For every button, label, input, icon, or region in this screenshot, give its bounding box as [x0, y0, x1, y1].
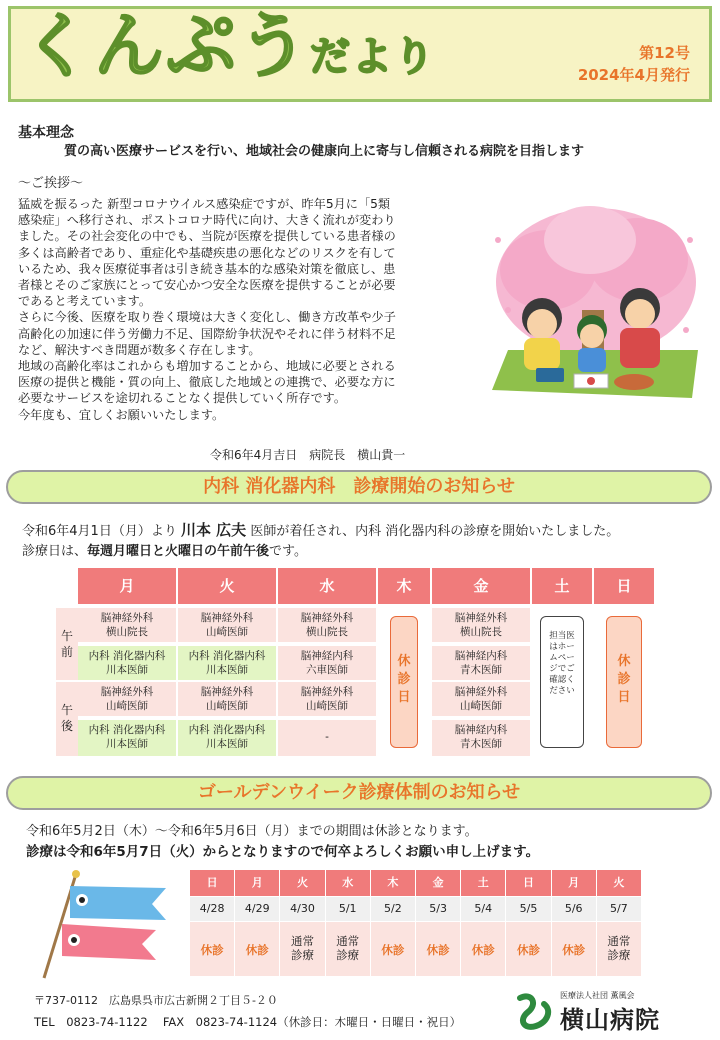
notice2-line1: 令和6年5月2日（木）～令和6年5月6日（月）までの期間は休診となります。 — [26, 824, 478, 839]
gw-date-cell: 5/1 — [326, 897, 370, 921]
greeting-line: ました。その社会変化の中でも、当院が医療を提供している患者様の — [18, 229, 396, 244]
schedule-cell: 脳神経外科 山崎医師 — [78, 682, 176, 716]
greeting-line: さらに今後、医療を取り巻く環境は大きく変化し、働き方改革や少子 — [18, 310, 396, 325]
gw-date-cell: 5/3 — [416, 897, 460, 921]
schedule-cell: 脳神経外科 横山院長 — [278, 608, 376, 642]
issue-info — [578, 42, 690, 86]
schedule-cell: 脳神経内科 青木医師 — [432, 720, 530, 756]
greeting-line: 地域の高齢化率はこれからも増加することから、地域に必要とされる — [18, 359, 396, 374]
schedule-cell: 内科 消化器内科 川本医師 — [178, 720, 276, 756]
greeting-heading: ～ご挨拶～ — [18, 176, 84, 191]
gw-day-header: 火 — [280, 870, 324, 896]
banner-golden-week: ゴールデンウイーク診療体制のお知らせ — [6, 776, 712, 810]
gw-status-cell: 通常 診療 — [597, 922, 641, 976]
consultation-days: 毎週月曜日と火曜日の午前午後 — [87, 544, 270, 559]
schedule-day-header: 日 — [594, 568, 654, 604]
gw-date-cell: 5/5 — [506, 897, 550, 921]
schedule-cell: 脳神経外科 山崎医師 — [178, 682, 276, 716]
greeting-line: 医療の提供と機能・質の向上、徹底した地域との連携で、必要な方に — [18, 375, 396, 390]
schedule-cell: 脳神経外科 山崎医師 — [178, 608, 276, 642]
gw-day-header: 火 — [597, 870, 641, 896]
hospital-contact: TEL 0823-74-1122 FAX 0823-74-1124（休診日：木曜日・日曜日・祝日） — [34, 1015, 462, 1029]
gw-day-header: 日 — [190, 870, 234, 896]
greeting-line: 猛威を振るった 新型コロナウイルス感染症ですが、昨年5月に「5類 — [18, 197, 391, 211]
greeting-line: であると考えています。 — [18, 294, 152, 309]
cherry-blossom-picnic-illustration — [478, 200, 706, 428]
greeting-body — [18, 196, 456, 423]
gw-date-cell: 5/6 — [552, 897, 596, 921]
golden-week-notice — [26, 822, 539, 862]
schedule-day-header: 木 — [378, 568, 430, 604]
schedule-cell: 脳神経外科 横山院長 — [78, 608, 176, 642]
schedule-cell: 脳神経外科 山崎医師 — [432, 682, 530, 716]
gw-date-cell: 4/28 — [190, 897, 234, 921]
gw-day-header: 土 — [461, 870, 505, 896]
schedule-day-header: 土 — [532, 568, 592, 604]
gw-status-cell: 休診 — [190, 922, 234, 976]
hospital-logo-icon — [514, 990, 556, 1032]
sunday-closed-badge: 休 診 日 — [606, 616, 642, 748]
greeting-line: 感染症」へ移行され、ポストコロナ時代に向け、大きく流れが変わり — [18, 213, 396, 228]
notice1-line1: 令和6年4月1日（月）より 川本 広夫 医師が着任され、内科 消化器内科の診療を開始いたしました。 — [22, 521, 620, 539]
schedule-day-header: 月 — [78, 568, 176, 604]
gw-day-header: 月 — [552, 870, 596, 896]
greeting-line: 多くは高齢者であり、重症化や基礎疾患の悪化などのリスクを有して — [18, 245, 396, 260]
gw-date-cell: 5/4 — [461, 897, 505, 921]
schedule-day-header: 火 — [178, 568, 276, 604]
gw-status-cell: 休診 — [461, 922, 505, 976]
schedule-cell: 内科 消化器内科 川本医師 — [78, 646, 176, 680]
schedule-day-header: 金 — [432, 568, 530, 604]
hospital-organization: 医療法人社団 薫風会 — [560, 991, 635, 1000]
schedule-cell: 脳神経外科 横山院長 — [432, 608, 530, 642]
gw-day-header: 月 — [235, 870, 279, 896]
gw-day-header: 日 — [506, 870, 550, 896]
hospital-name: 横山病院 — [560, 1006, 660, 1034]
schedule-cell: 内科 消化器内科 川本医師 — [78, 720, 176, 756]
carp-streamer-illustration — [36, 870, 176, 980]
philosophy-text: 質の高い医療サービスを行い、地域社会の健康向上に寄与し信頼される病院を目指します — [64, 144, 585, 159]
schedule-cell: 脳神経内科 六車医師 — [278, 646, 376, 680]
hospital-address: 〒737-0112 広島県呉市広古新開２丁目５-２０ — [34, 994, 278, 1007]
saturday-notice: 担当医 はホー ムペー ジでご 確認く ださい — [540, 616, 584, 748]
gw-status-cell: 休診 — [416, 922, 460, 976]
schedule-cell: 内科 消化器内科 川本医師 — [178, 646, 276, 680]
weekly-schedule-table — [56, 568, 654, 758]
gw-day-header: 水 — [326, 870, 370, 896]
gw-status-cell: 休診 — [552, 922, 596, 976]
gw-status-cell: 休診 — [371, 922, 415, 976]
greeting-line: など、解決すべき問題が数多く存在します。 — [18, 342, 261, 357]
internal-medicine-notice — [22, 520, 619, 562]
schedule-cell: - — [278, 720, 376, 756]
gw-date-cell: 5/7 — [597, 897, 641, 921]
banner-internal-medicine: 内科 消化器内科 診療開始のお知らせ — [6, 470, 712, 504]
gw-date-cell: 4/30 — [280, 897, 324, 921]
greeting-signature: 令和6年4月吉日 病院長 横山貴一 — [210, 448, 406, 462]
gw-day-header: 金 — [416, 870, 460, 896]
gw-date-cell: 5/2 — [371, 897, 415, 921]
philosophy-heading: 基本理念 — [18, 125, 74, 141]
schedule-cell: 脳神経内科 青木医師 — [432, 646, 530, 680]
notice1-line2: 診療日は、毎週月曜日と火曜日の午前午後です。 — [22, 544, 307, 559]
schedule-day-header: 水 — [278, 568, 376, 604]
issue-number: 第12号 — [639, 44, 690, 62]
row-label-pm: 午 後 — [56, 682, 78, 756]
schedule-cell: 脳神経外科 山崎医師 — [278, 682, 376, 716]
newsletter-title: くんぷうだより — [22, 5, 436, 87]
issue-date: 2024年4月発行 — [577, 66, 690, 84]
row-label-am: 午 前 — [56, 608, 78, 680]
gw-status-cell: 通常 診療 — [280, 922, 324, 976]
doctor-name: 川本 広夫 — [180, 521, 247, 539]
gw-date-cell: 4/29 — [235, 897, 279, 921]
notice2-line2: 診療は令和6年5月7日（火）からとなりますので何卒よろしくお願い申し上げます。 — [26, 844, 540, 860]
greeting-line: 今年度も、宜しくお願いいたします。 — [18, 407, 225, 422]
greeting-line: いるため、我々医療従事者は引き続き基本的な感染対策を徹底し、患 — [18, 261, 396, 276]
greeting-line: 者様とそのご家族にとって安心かつ安全な医療を提供することが必要 — [18, 278, 396, 293]
gw-status-cell: 休診 — [235, 922, 279, 976]
gw-status-cell: 休診 — [506, 922, 550, 976]
gw-day-header: 木 — [371, 870, 415, 896]
thursday-closed-badge: 休 診 日 — [390, 616, 418, 748]
greeting-line: 高齢化の加速に伴う労働力不足、国際紛争状況やそれに伴う材料不足 — [18, 326, 396, 341]
greeting-line: 必要なサービスを途切れることなく提供していく所存です。 — [18, 391, 347, 406]
gw-status-cell: 通常 診療 — [326, 922, 370, 976]
